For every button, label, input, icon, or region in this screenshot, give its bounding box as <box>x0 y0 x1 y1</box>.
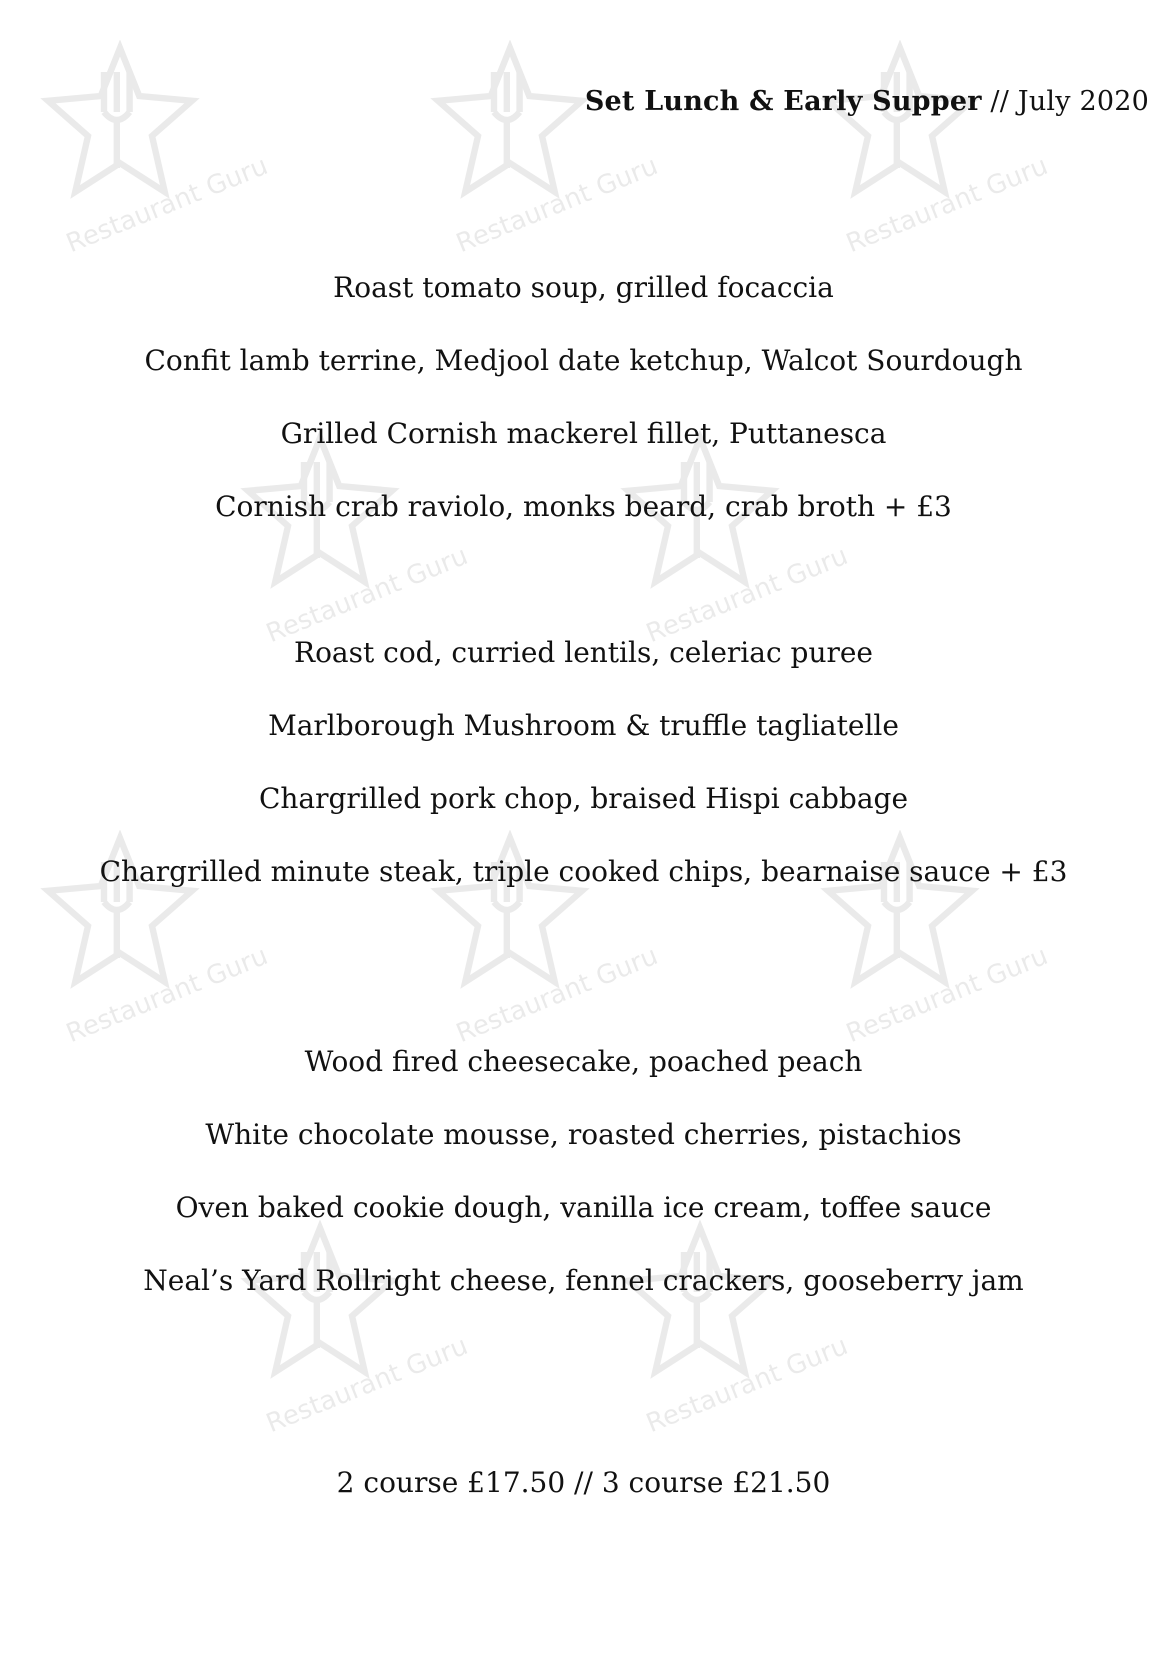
watermark-text: Restaurant Guru <box>452 150 663 260</box>
menu-item: Wood fired cheesecake, poached peach <box>304 1045 863 1078</box>
menu-item: Roast tomato soup, grilled focaccia <box>333 271 834 304</box>
menu-item: Grilled Cornish mackerel fillet, Puttanesca <box>280 417 887 450</box>
watermark-text: Restaurant Guru <box>842 150 1053 260</box>
fork-star-icon <box>430 40 590 200</box>
mains-section <box>0 616 1167 908</box>
watermark-text: Restaurant Guru <box>62 150 273 260</box>
menu-item: Roast cod, curried lentils, celeriac puree <box>293 636 874 669</box>
watermark-text: Restaurant Guru <box>842 940 1053 1050</box>
menu-header <box>585 86 1149 117</box>
menu-item: Chargrilled minute steak, triple cooked chips, bearnaise sauce + £3 <box>99 855 1068 888</box>
fork-star-icon <box>820 40 980 200</box>
header-separator: // <box>981 86 1018 117</box>
watermark-text: Restaurant Guru <box>642 540 853 650</box>
watermark-text: Restaurant Guru <box>262 540 473 650</box>
menu-item: Chargrilled pork chop, braised Hispi cabbage <box>258 782 909 815</box>
watermark <box>430 40 690 260</box>
watermark-text: Restaurant Guru <box>452 940 663 1050</box>
watermark-text: Restaurant Guru <box>62 940 273 1050</box>
menu-item: Confit lamb terrine, Medjool date ketchup, Walcot Sourdough <box>144 344 1023 377</box>
desserts-section <box>0 1025 1167 1317</box>
menu-date: July 2020 <box>1017 86 1149 117</box>
watermark-text: Restaurant Guru <box>262 1330 473 1440</box>
watermark <box>820 40 1080 260</box>
course-pricing: 2 course £17.50 // 3 course £21.50 <box>336 1466 831 1499</box>
fork-star-icon <box>40 40 200 200</box>
watermark <box>40 40 300 260</box>
menu-item: Oven baked cookie dough, vanilla ice cream, toffee sauce <box>175 1191 992 1224</box>
menu-item: Cornish crab raviolo, monks beard, crab broth + £3 <box>215 490 952 523</box>
starters-section <box>0 251 1167 543</box>
watermark-text: Restaurant Guru <box>642 1330 853 1440</box>
menu-item: Neal’s Yard Rollright cheese, fennel crackers, gooseberry jam <box>143 1264 1024 1297</box>
menu-item: Marlborough Mushroom & truffle tagliatelle <box>268 709 899 742</box>
menu-title: Set Lunch & Early Supper <box>584 86 982 117</box>
menu-item: White chocolate mousse, roasted cherries, pistachios <box>205 1118 962 1151</box>
